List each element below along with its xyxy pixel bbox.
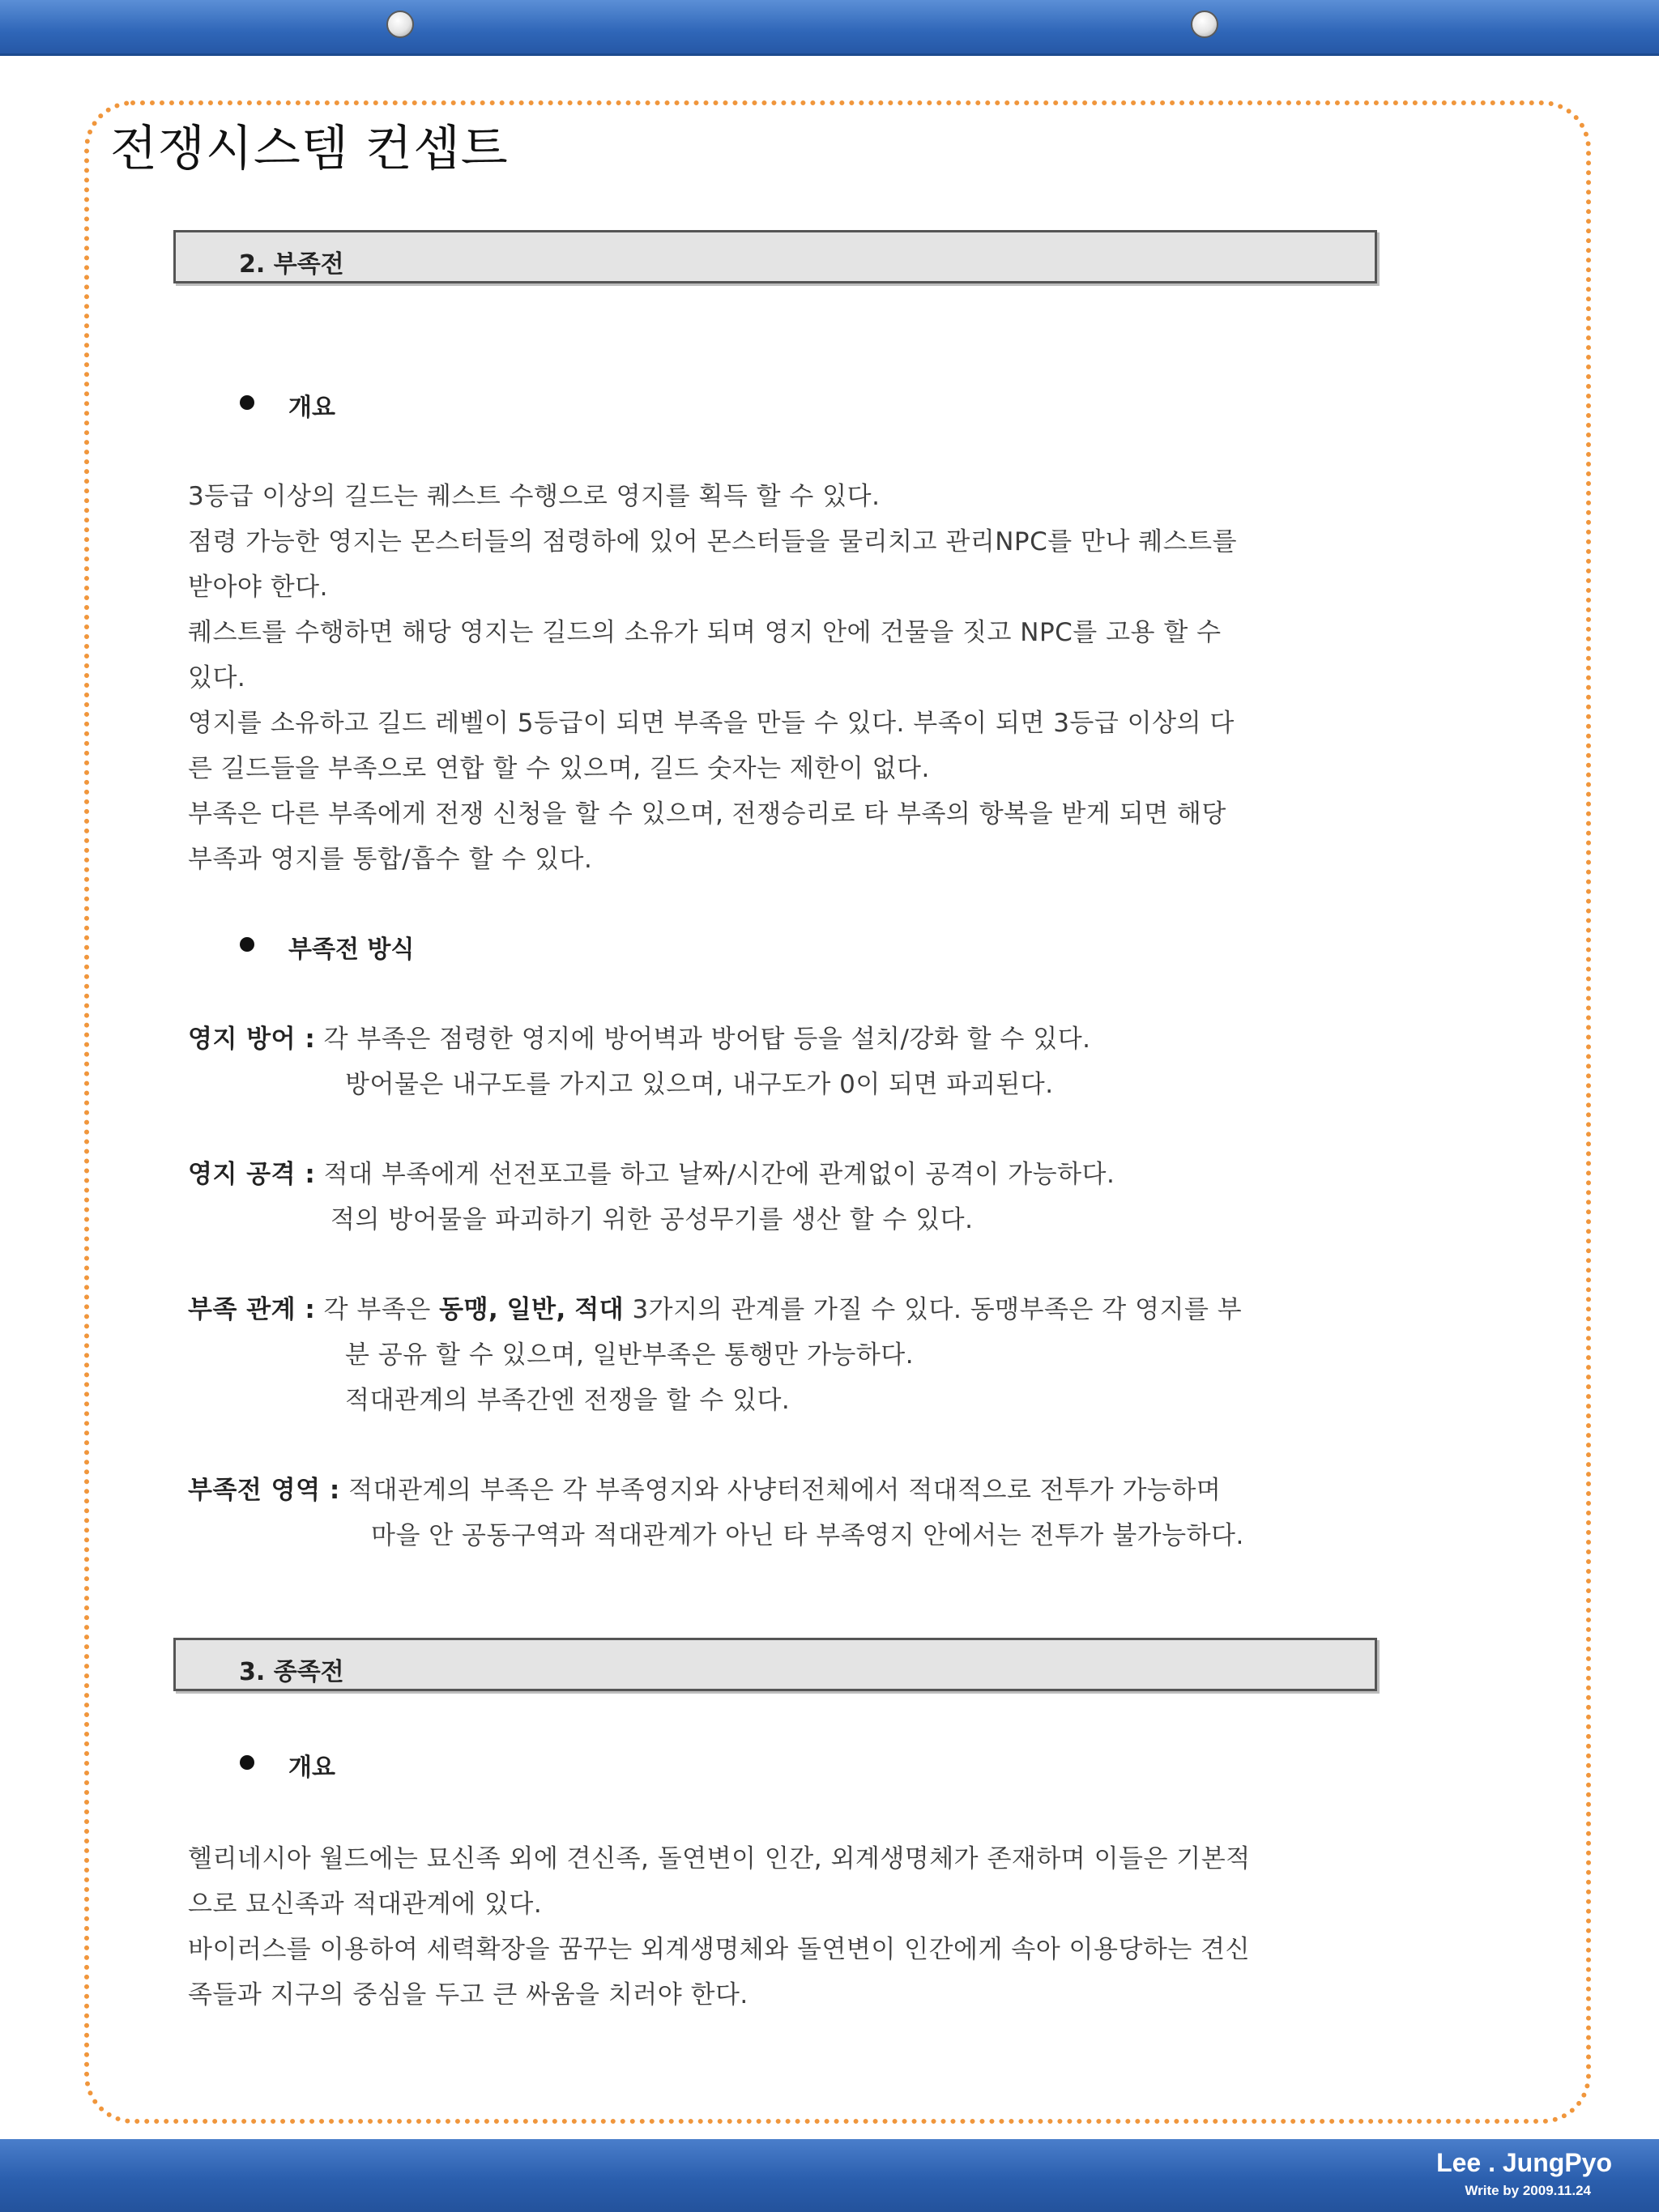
top-banner: [0, 0, 1659, 56]
relation-kind: 일반,: [506, 1295, 566, 1324]
relation-kind: 동맹,: [439, 1295, 499, 1324]
bullet-label: 개요: [288, 394, 335, 422]
author-name: Lee . JungPyo: [1436, 2148, 1612, 2177]
section-heading-tribe-war: [173, 230, 1377, 283]
relation-text-pre: 각 부족은: [323, 1295, 440, 1324]
bullet-label: 개요: [288, 1754, 335, 1782]
defense-text: 각 부족은 점령한 영지에 방어벽과 방어탑 등을 설치/강화 할 수 있다.: [323, 1025, 1091, 1054]
relation-text-post: 3가지의 관계를 가질 수 있다. 동맹부족은 각 영지를 부: [624, 1295, 1243, 1324]
term-label: 부족전 영역 :: [188, 1476, 340, 1505]
defense-line-2: 방어물은 내구도를 가지고 있으며, 내구도가 0이 되면 파괴된다.: [345, 1070, 1054, 1099]
attack-line-2: 적의 방어물을 파괴하기 위한 공성무기를 생산 할 수 있다.: [331, 1205, 974, 1234]
defense-line-1: [188, 1018, 1091, 1055]
bottom-banner: [0, 2139, 1659, 2212]
area-text: 적대관계의 부족은 각 부족영지와 사냥터전체에서 적대적으로 전투가 가능하며: [348, 1476, 1222, 1505]
overview-line: 부족과 영지를 통합/흡수 할 수 있다.: [188, 845, 593, 874]
write-date: Write by 2009.11.24: [1465, 2183, 1591, 2198]
bullet-dot-icon: [240, 1755, 254, 1770]
overview-line: 3등급 이상의 길드는 퀘스트 수행으로 영지를 획득 할 수 있다.: [188, 482, 881, 511]
slide-title: 전쟁시스템 컨셉트: [110, 121, 509, 177]
binder-ring-icon: [1191, 11, 1218, 38]
area-line-1: [188, 1469, 1221, 1506]
relation-kind: 적대: [574, 1295, 625, 1324]
attack-text: 적대 부족에게 선전포고를 하고 날짜/시간에 관계없이 공격이 가능하다.: [323, 1160, 1115, 1189]
bullet-dot-icon: [240, 395, 254, 410]
overview-line: 있다.: [188, 663, 246, 693]
term-label: 부족 관계 :: [188, 1295, 316, 1324]
race-overview-line: 바이러스를 이용하여 세력확장을 꿈꾸는 외계생명체와 돌연변이 인간에게 속아 이용당하는 견신: [188, 1935, 1251, 1964]
attack-line-1: [188, 1153, 1115, 1190]
term-label: 영지 방어 :: [188, 1025, 316, 1054]
race-overview-line: 헬리네시아 월드에는 묘신족 외에 견신족, 돌연변이 인간, 외계생명체가 존재하며 이들은 기본적: [188, 1844, 1251, 1873]
overview-line: 부족은 다른 부족에게 전쟁 신청을 할 수 있으며, 전쟁승리로 타 부족의 항복을 받게 되면 해당: [188, 799, 1226, 829]
relation-line-1: [188, 1289, 1242, 1325]
race-overview-line: 으로 묘신족과 적대관계에 있다.: [188, 1890, 543, 1919]
race-overview-line: 족들과 지구의 중심을 두고 큰 싸움을 치러야 한다.: [188, 1980, 748, 2010]
section-heading-text: 3. 종족전: [239, 1658, 344, 1686]
relation-line-3: 적대관계의 부족간엔 전쟁을 할 수 있다.: [345, 1386, 791, 1415]
overview-line: 영지를 소유하고 길드 레벨이 5등급이 되면 부족을 만들 수 있다. 부족이 되면 3등급 이상의 다: [188, 709, 1235, 738]
section-heading-text: 2. 부족전: [239, 250, 344, 279]
term-label: 영지 공격 :: [188, 1160, 316, 1189]
area-line-2: 마을 안 공동구역과 적대관계가 아닌 타 부족영지 안에서는 전투가 불가능하다.: [371, 1521, 1244, 1550]
overview-line: 점령 가능한 영지는 몬스터들의 점령하에 있어 몬스터들을 물리치고 관리NPC를 만나 퀘스트를: [188, 527, 1238, 556]
bullet-label: 부족전 방식: [288, 936, 415, 964]
relation-line-2: 분 공유 할 수 있으며, 일반부족은 통행만 가능하다.: [345, 1340, 915, 1370]
overview-line: 퀘스트를 수행하면 해당 영지는 길드의 소유가 되며 영지 안에 건물을 짓고 NPC를 고용 할 수: [188, 618, 1222, 647]
overview-line: 른 길드들을 부족으로 연합 할 수 있으며, 길드 숫자는 제한이 없다.: [188, 754, 930, 783]
overview-line: 받아야 한다.: [188, 573, 328, 602]
binder-ring-icon: [386, 11, 414, 38]
bullet-dot-icon: [240, 937, 254, 952]
section-heading-race-war: [173, 1638, 1377, 1691]
